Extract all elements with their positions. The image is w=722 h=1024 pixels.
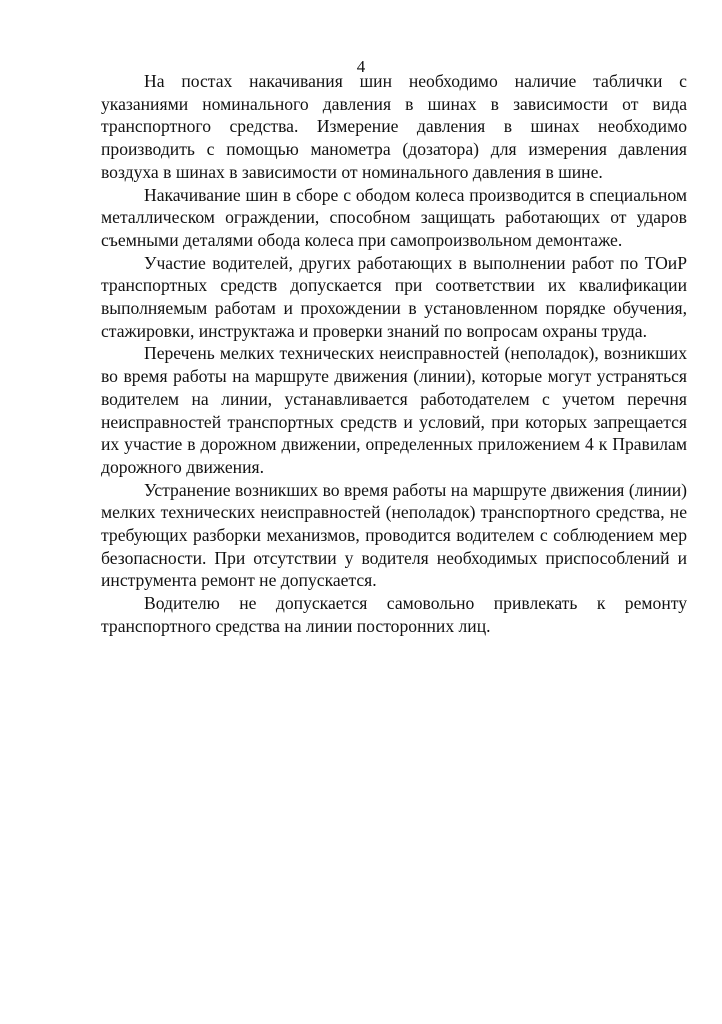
paragraph-fault-repair: Устранение возникших во время работы на маршруте движения (линии) мелких технических неисправностей (неполадок) транспортного средства, не требующих разборки механизмов, проводится водителем с соблюдением мер безопасности. При отсутствии у водителя необходимых приспособлений и инструмента ремонт не допускается. — [101, 479, 687, 591]
paragraph-tire-inflation-cage: Накачивание шин в сборе с ободом колеса производится в специальном металлическом ограждении, способном защищать работающих от ударов съемными деталями обода колеса при самопроизвольном демонтаже. — [101, 184, 687, 250]
paragraph-driver-participation: Участие водителей, других работающих в выполнении работ по ТОиР транспортных средств допускается при соответствии их квалификации выполняемым работам и прохождении в установленном порядке обучения, стажировки, инструктажа и проверки знаний по вопросам охраны труда. — [101, 252, 687, 341]
paragraph-outsiders-prohibited: Водителю не допускается самовольно привлекать к ремонту транспортного средства на линии посторонних лиц. — [101, 593, 687, 636]
document-body — [101, 70, 687, 638]
paragraph-tire-inflation-posts: На постах накачивания шин необходимо наличие таблички с указаниями номинального давления в шинах в зависимости от вида транспортного средства. Измерение давления в шинах необходимо производить с помощью манометра (дозатора) для измерения давления воздуха в шинах в зависимости от номинального давления в шине. — [101, 71, 687, 182]
page-number: 4 — [356, 57, 366, 76]
paragraph-minor-faults-list: Перечень мелких технических неисправностей (неполадок), возникших во время работы на маршруте движения (линии), которые могут устраняться водителем на линии, устанавливается работодателем с учетом перечня неисправностей транспортных средств и условий, при которых запрещается их участие в дорожном движении, определенных приложением 4 к Правилам дорожного движения. — [101, 343, 687, 477]
